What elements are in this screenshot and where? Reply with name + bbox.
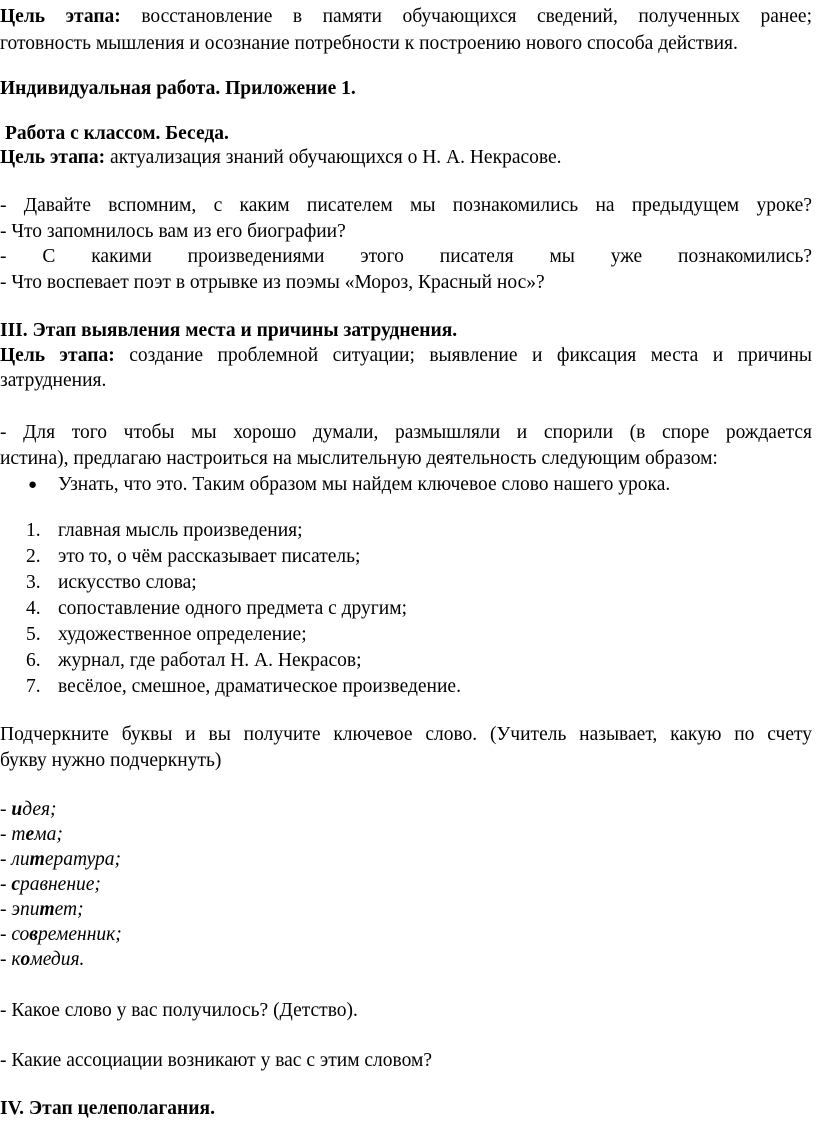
- class-work-goal-label: Цель этапа:: [0, 147, 106, 168]
- stage-3-goal-label: Цель этапа:: [0, 345, 115, 366]
- class-work-goal-text: актуализация знаний обучающихся о Н. А. Некрасове.: [110, 147, 562, 168]
- underline-instruction-line-2: букву нужно подчеркнуть): [0, 750, 222, 771]
- stage-goal-text-1: восстановление в памяти обучающихся сведений, полученных ранее;: [141, 6, 813, 27]
- keyword-item: - комедия.: [0, 949, 85, 970]
- stage-3-intro-line-1: - Для того чтобы мы хорошо думали, размышляли и спорили (в споре рождается: [0, 422, 812, 443]
- document-page: Цель этапа: восстановление в памяти обучающихся сведений, полученных ранее; готовность мышления и осознание потребности к построению нового способа действия. Индивидуальная работа. Приложение 1. Работа с классом. Беседа. Цель этапа: актуализация знаний обучающихся о Н. А. Некрасове. - Давайте вспомним, с каким писателем мы познакомились на предыдущем уроке? - Что запомнилось вам из его биографии? - С какими произведениями этого писателя мы уже познакомились? - Что воспевает поэт в отрывке из поэмы «Мороз, Красный нос»? III. Этап выявления места и причины затруднения. Цель этапа: создание проблемной ситуации; выявление и фиксация места и причины затруднения. - Для того чтобы мы хорошо думали, размышляли и спорили (в споре рождается истина), предлагаю настроиться на мыслительную деятельность следующим образом: ● Узнать, что это. Таким образом мы найдем ключевое слово нашего урока. 1. главная мысль произведения; 2. это то, о чём рассказывает писатель; 3. искусство слова; 4. сопоставление одного предмета с другим; 5. художественное определение; 6. журнал, где работал Н. А. Некрасов; 7. весёлое, смешное, драматическое произведение. Подчеркните буквы и вы получите ключевое слово. (Учитель называет, какую по счету букву нужно подчеркнуть) - идея; - тема; - литература; - сравнение; - эпитет; - современник; - комедия. - Какое слово у вас получилось? (Детство). - Какие ассоциации возникают у вас с этим словом? IV. Этап целеполагания.: [0, 0, 816, 1124]
- stage-3-intro-line-2: истина), предлагаю настроиться на мыслительную деятельность следующим образом:: [0, 448, 718, 469]
- question-line: - Давайте вспомним, с каким писателем мы познакомились на предыдущем уроке?: [0, 195, 812, 216]
- stage-3-goal-line-2: затруднения.: [0, 370, 107, 391]
- keyword-item: - тема;: [0, 824, 63, 845]
- class-work-goal: [0, 145, 812, 171]
- individual-work-heading: Индивидуальная работа. Приложение 1.: [0, 78, 356, 99]
- question-line: - С какими произведениями этого писателя мы уже познакомились?: [0, 246, 812, 267]
- stage-goal-line-2: готовность мышления и осознание потребности к построению нового способа действия.: [0, 33, 738, 54]
- keyword-item: - литература;: [0, 849, 121, 870]
- stage-4-heading: IV. Этап целеполагания.: [0, 1098, 215, 1119]
- keyword-item: - современник;: [0, 924, 122, 945]
- question-result-word: - Какое слово у вас получилось? (Детство).: [0, 1000, 358, 1021]
- keyword-item: - идея;: [0, 799, 57, 820]
- stage-3-heading: III. Этап выявления места и причины затруднения.: [0, 320, 458, 341]
- keyword-item: - сравнение;: [0, 874, 101, 895]
- class-work-heading: Работа с классом. Беседа.: [5, 123, 229, 144]
- stage-goal-label: Цель этапа:: [0, 6, 121, 27]
- bullet-text: Узнать, что это. Таким образом мы найдем ключевое слово нашего урока.: [58, 474, 671, 495]
- bullet-dot-icon: ●: [28, 477, 38, 493]
- question-line: - Что запомнилось вам из его биографии?: [0, 221, 346, 242]
- question-associations: - Какие ассоциации возникают у вас с этим словом?: [0, 1050, 432, 1071]
- stage-goal-line-1: [0, 4, 812, 30]
- stage-3-goal-text: создание проблемной ситуации; выявление и фиксация места и причины: [129, 345, 813, 366]
- underline-instruction-line-1: Подчеркните буквы и вы получите ключевое слово. (Учитель называет, какую по счету: [0, 724, 812, 745]
- keyword-item: - эпитет;: [0, 899, 84, 920]
- question-line: - Что воспевает поэт в отрывке из поэмы «Мороз, Красный нос»?: [0, 272, 545, 293]
- stage-3-goal-line-1: [0, 343, 812, 369]
